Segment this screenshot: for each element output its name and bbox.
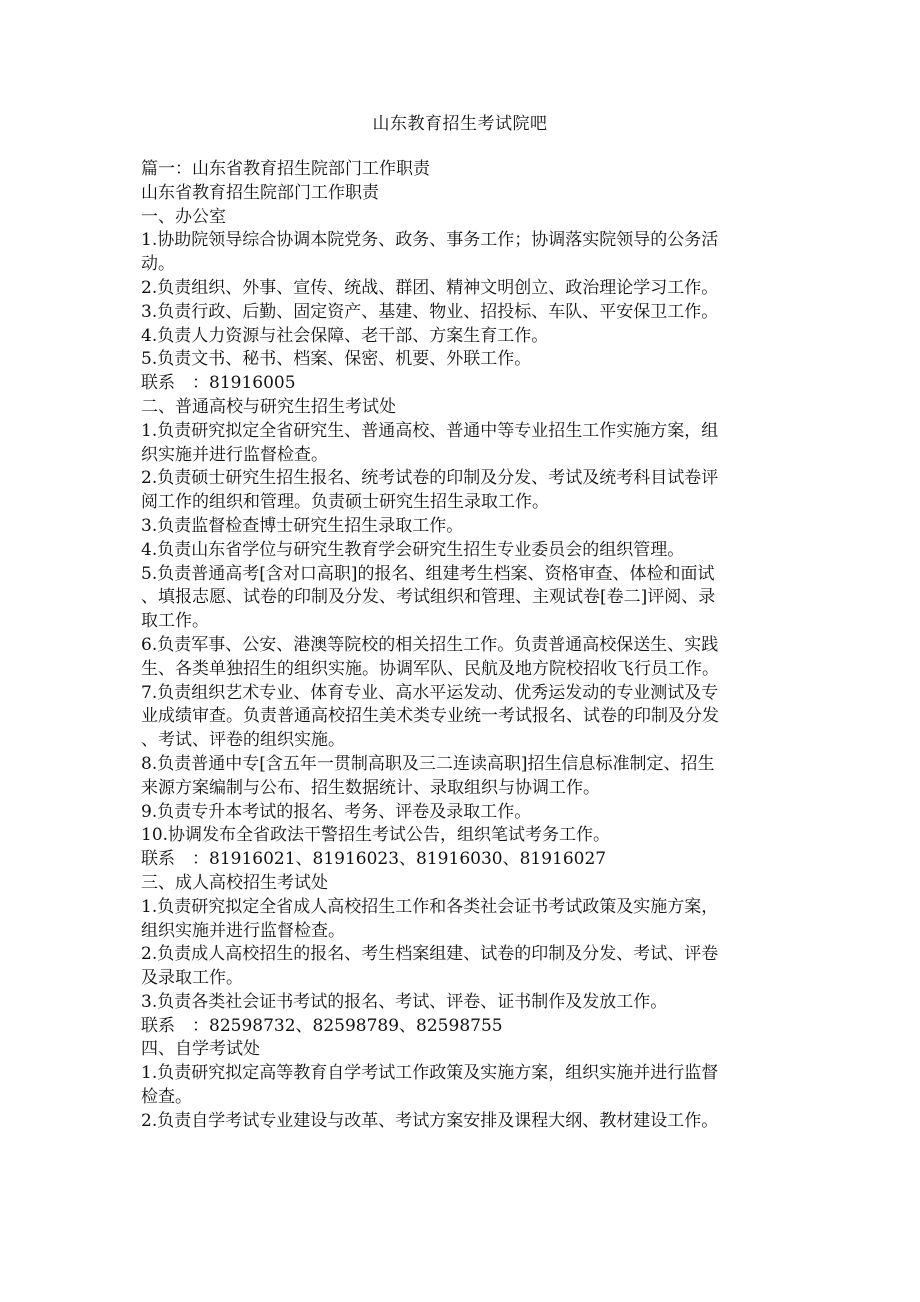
text-line: 7.负责组织艺术专业、体育专业、高水平运发动、优秀运发动的专业测试及专 xyxy=(141,682,719,703)
text-line: 、考试、评卷的组织实施。 xyxy=(141,730,345,751)
text-line: 10.协调发布全省政法干警招生考试公告，组织笔试考务工作。 xyxy=(141,825,611,846)
text-line: 5.负责文书、秘书、档案、保密、机要、外联工作。 xyxy=(141,349,532,370)
text-line: 生、各类单独招生的组织实施。协调军队、民航及地方院校招收飞行员工作。 xyxy=(141,658,719,679)
text-line: 2.负责成人高校招生的报名、考生档案组建、试卷的印制及分发、考试、评卷 xyxy=(141,944,719,965)
text-line: 1.负责研究拟定全省成人高校招生工作和各类社会证书考试政策及实施方案， xyxy=(141,896,719,917)
text-line: 、填报志愿、试卷的印制及分发、考试组织和管理、主观试卷[卷二]评阅、录 xyxy=(141,587,716,608)
document-title: 山东教育招生考试院吧 xyxy=(372,114,548,134)
text-line: 阅工作的组织和管理。负责硕士研究生招生录取工作。 xyxy=(141,492,549,513)
text-line: 联系 ：82598732、82598789、82598755 xyxy=(141,1015,503,1036)
text-line: 1.负责研究拟定全省研究生、普通高校、普通中等专业招生工作实施方案，组 xyxy=(141,420,719,441)
text-line: 组织实施并进行监督检查。 xyxy=(141,920,345,941)
text-line: 动。 xyxy=(141,254,175,275)
text-line: 山东省教育招生院部门工作职责 xyxy=(141,182,379,203)
text-line: 取工作。 xyxy=(141,611,209,632)
text-line: 检查。 xyxy=(141,1087,192,1108)
text-line: 5.负责普通高考[含对口高职]的报名、组建考生档案、资格审查、体检和面试 xyxy=(141,563,715,584)
text-line: 1.负责研究拟定高等教育自学考试工作政策及实施方案，组织实施并进行监督 xyxy=(141,1063,719,1084)
text-line: 2.负责组织、外事、宣传、统战、群团、精神文明创立、政治理论学习工作。 xyxy=(141,277,719,298)
text-line: 织实施并进行监督检查。 xyxy=(141,444,328,465)
text-line: 3.负责行政、后勤、固定资产、基建、物业、招投标、车队、平安保卫工作。 xyxy=(141,301,719,322)
text-line: 二、普通高校与研究生招生考试处 xyxy=(141,396,396,417)
text-line: 及录取工作。 xyxy=(141,968,243,989)
text-line: 9.负责专升本考试的报名、考务、评卷及录取工作。 xyxy=(141,801,532,822)
text-line: 3.负责各类社会证书考试的报名、考试、评卷、证书制作及发放工作。 xyxy=(141,991,668,1012)
text-line: 6.负责军事、公安、港澳等院校的相关招生工作。负责普通高校保送生、实践 xyxy=(141,634,719,655)
text-line: 4.负责人力资源与社会保障、老干部、方案生育工作。 xyxy=(141,325,549,346)
text-line: 2.负责自学考试专业建设与改革、考试方案安排及课程大纲、教材建设工作。 xyxy=(141,1110,719,1131)
text-line: 一、办公室 xyxy=(141,206,226,227)
text-line: 1.协助院领导综合协调本院党务、政务、事务工作；协调落实院领导的公务活 xyxy=(141,230,719,251)
text-line: 来源方案编制与公布、招生数据统计、录取组织与协调工作。 xyxy=(141,777,600,798)
text-line: 四、自学考试处 xyxy=(141,1039,260,1060)
text-line: 联系 ：81916005 xyxy=(141,373,296,394)
text-line: 篇一：山东省教育招生院部门工作职责 xyxy=(141,159,430,179)
text-line: 三、成人高校招生考试处 xyxy=(141,872,328,893)
text-line: 8.负责普通中专[含五年一贯制高职及三二连读高职]招生信息标准制定、招生 xyxy=(141,753,715,774)
text-line: 业成绩审查。负责普通高校招生美术类专业统一考试报名、试卷的印制及分发 xyxy=(141,706,719,727)
text-line: 2.负责硕士研究生招生报名、统考试卷的印制及分发、考试及统考科目试卷评 xyxy=(141,468,719,489)
text-line: 3.负责监督检查博士研究生招生录取工作。 xyxy=(141,515,464,536)
document-body xyxy=(141,158,781,1134)
text-line: 4.负责山东省学位与研究生教育学会研究生招生专业委员会的组织管理。 xyxy=(141,539,685,560)
text-line: 联系 ：81916021、81916023、81916030、81916027 xyxy=(141,849,607,870)
